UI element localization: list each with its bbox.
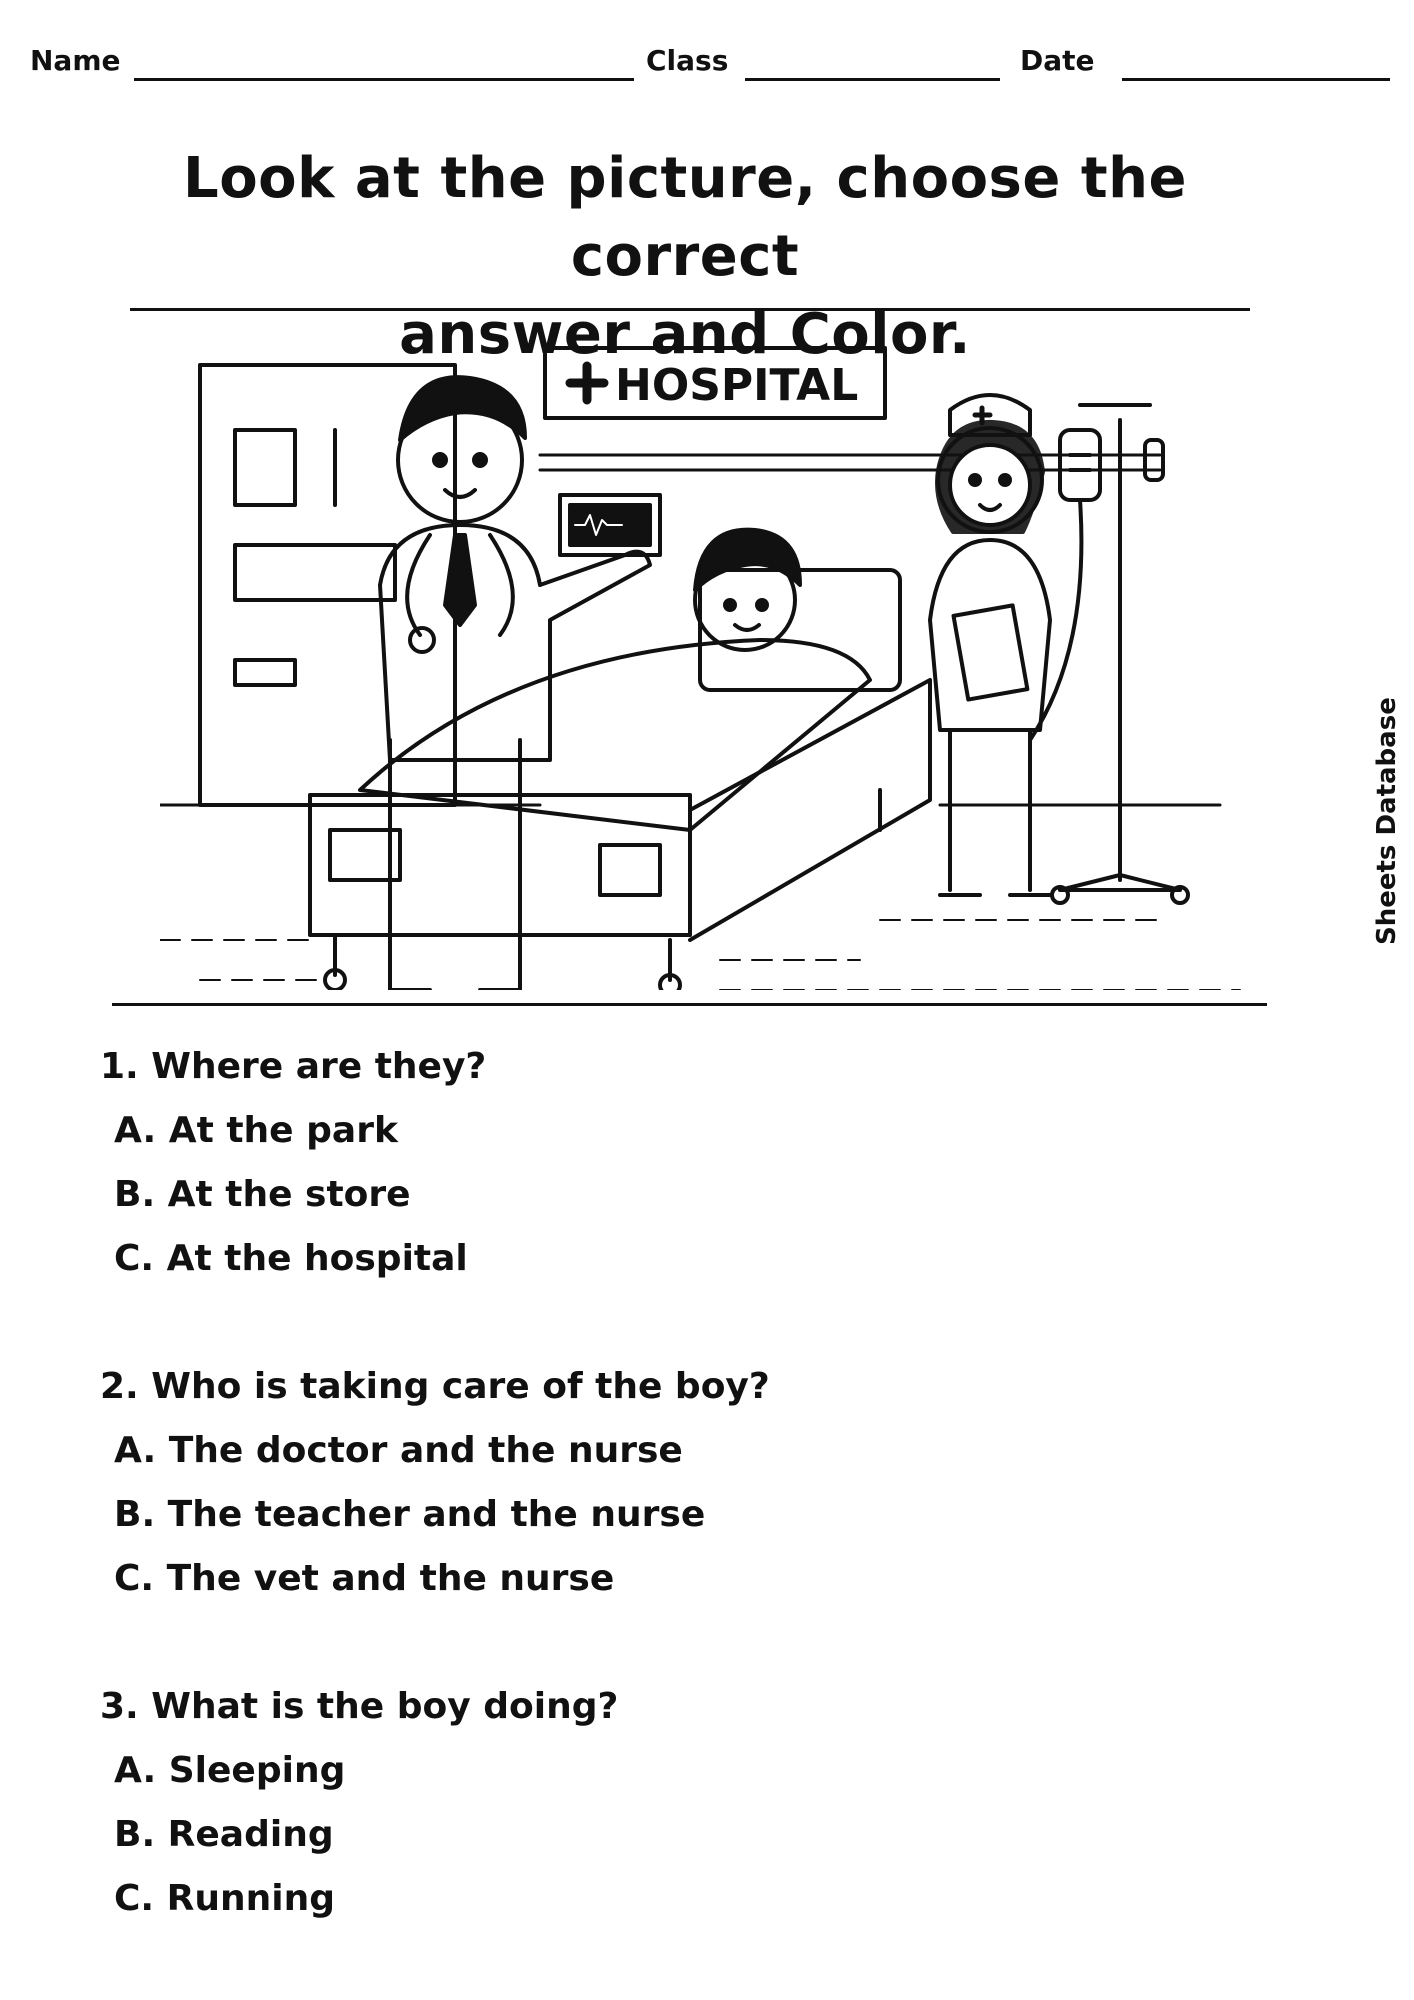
bottom-divider — [112, 1003, 1267, 1006]
iv-stand-icon — [1030, 405, 1188, 903]
side-label: Sheets Database — [1372, 697, 1402, 945]
hospital-scene-icon — [160, 320, 1260, 990]
title-line-1: Look at the picture, choose the correct — [183, 146, 1187, 289]
question-text: 1. Where are they? — [100, 1046, 487, 1087]
questions-list — [100, 1035, 1200, 1995]
answer-option[interactable]: C. Running — [114, 1878, 335, 1919]
nurse-icon — [930, 395, 1050, 895]
class-label: Class — [646, 44, 729, 77]
sign-text: HOSPITAL — [615, 360, 859, 411]
question-2 — [100, 1355, 1200, 1611]
question-1 — [100, 1035, 1200, 1291]
top-divider — [130, 308, 1250, 311]
name-field[interactable] — [134, 78, 634, 81]
boy-icon — [695, 530, 800, 650]
date-field[interactable] — [1122, 78, 1390, 81]
answer-option[interactable]: C. The vet and the nurse — [114, 1558, 615, 1599]
answer-option[interactable]: B. The teacher and the nurse — [114, 1494, 706, 1535]
hospital-bed-icon — [310, 570, 930, 990]
class-field[interactable] — [745, 78, 1000, 81]
answer-option[interactable]: B. Reading — [114, 1814, 334, 1855]
answer-option[interactable]: C. At the hospital — [114, 1238, 468, 1279]
answer-option[interactable]: A. The doctor and the nurse — [114, 1430, 683, 1471]
question-text: 3. What is the boy doing? — [100, 1686, 619, 1727]
answer-option[interactable]: A. At the park — [114, 1110, 398, 1151]
question-3 — [100, 1675, 1200, 1931]
title-line-2: answer and Color. — [399, 302, 971, 367]
header-row — [30, 40, 1390, 90]
date-label: Date — [1020, 44, 1095, 77]
name-label: Name — [30, 44, 121, 77]
answer-option[interactable]: B. At the store — [114, 1174, 411, 1215]
answer-option[interactable]: A. Sleeping — [114, 1750, 346, 1791]
question-text: 2. Who is taking care of the boy? — [100, 1366, 770, 1407]
